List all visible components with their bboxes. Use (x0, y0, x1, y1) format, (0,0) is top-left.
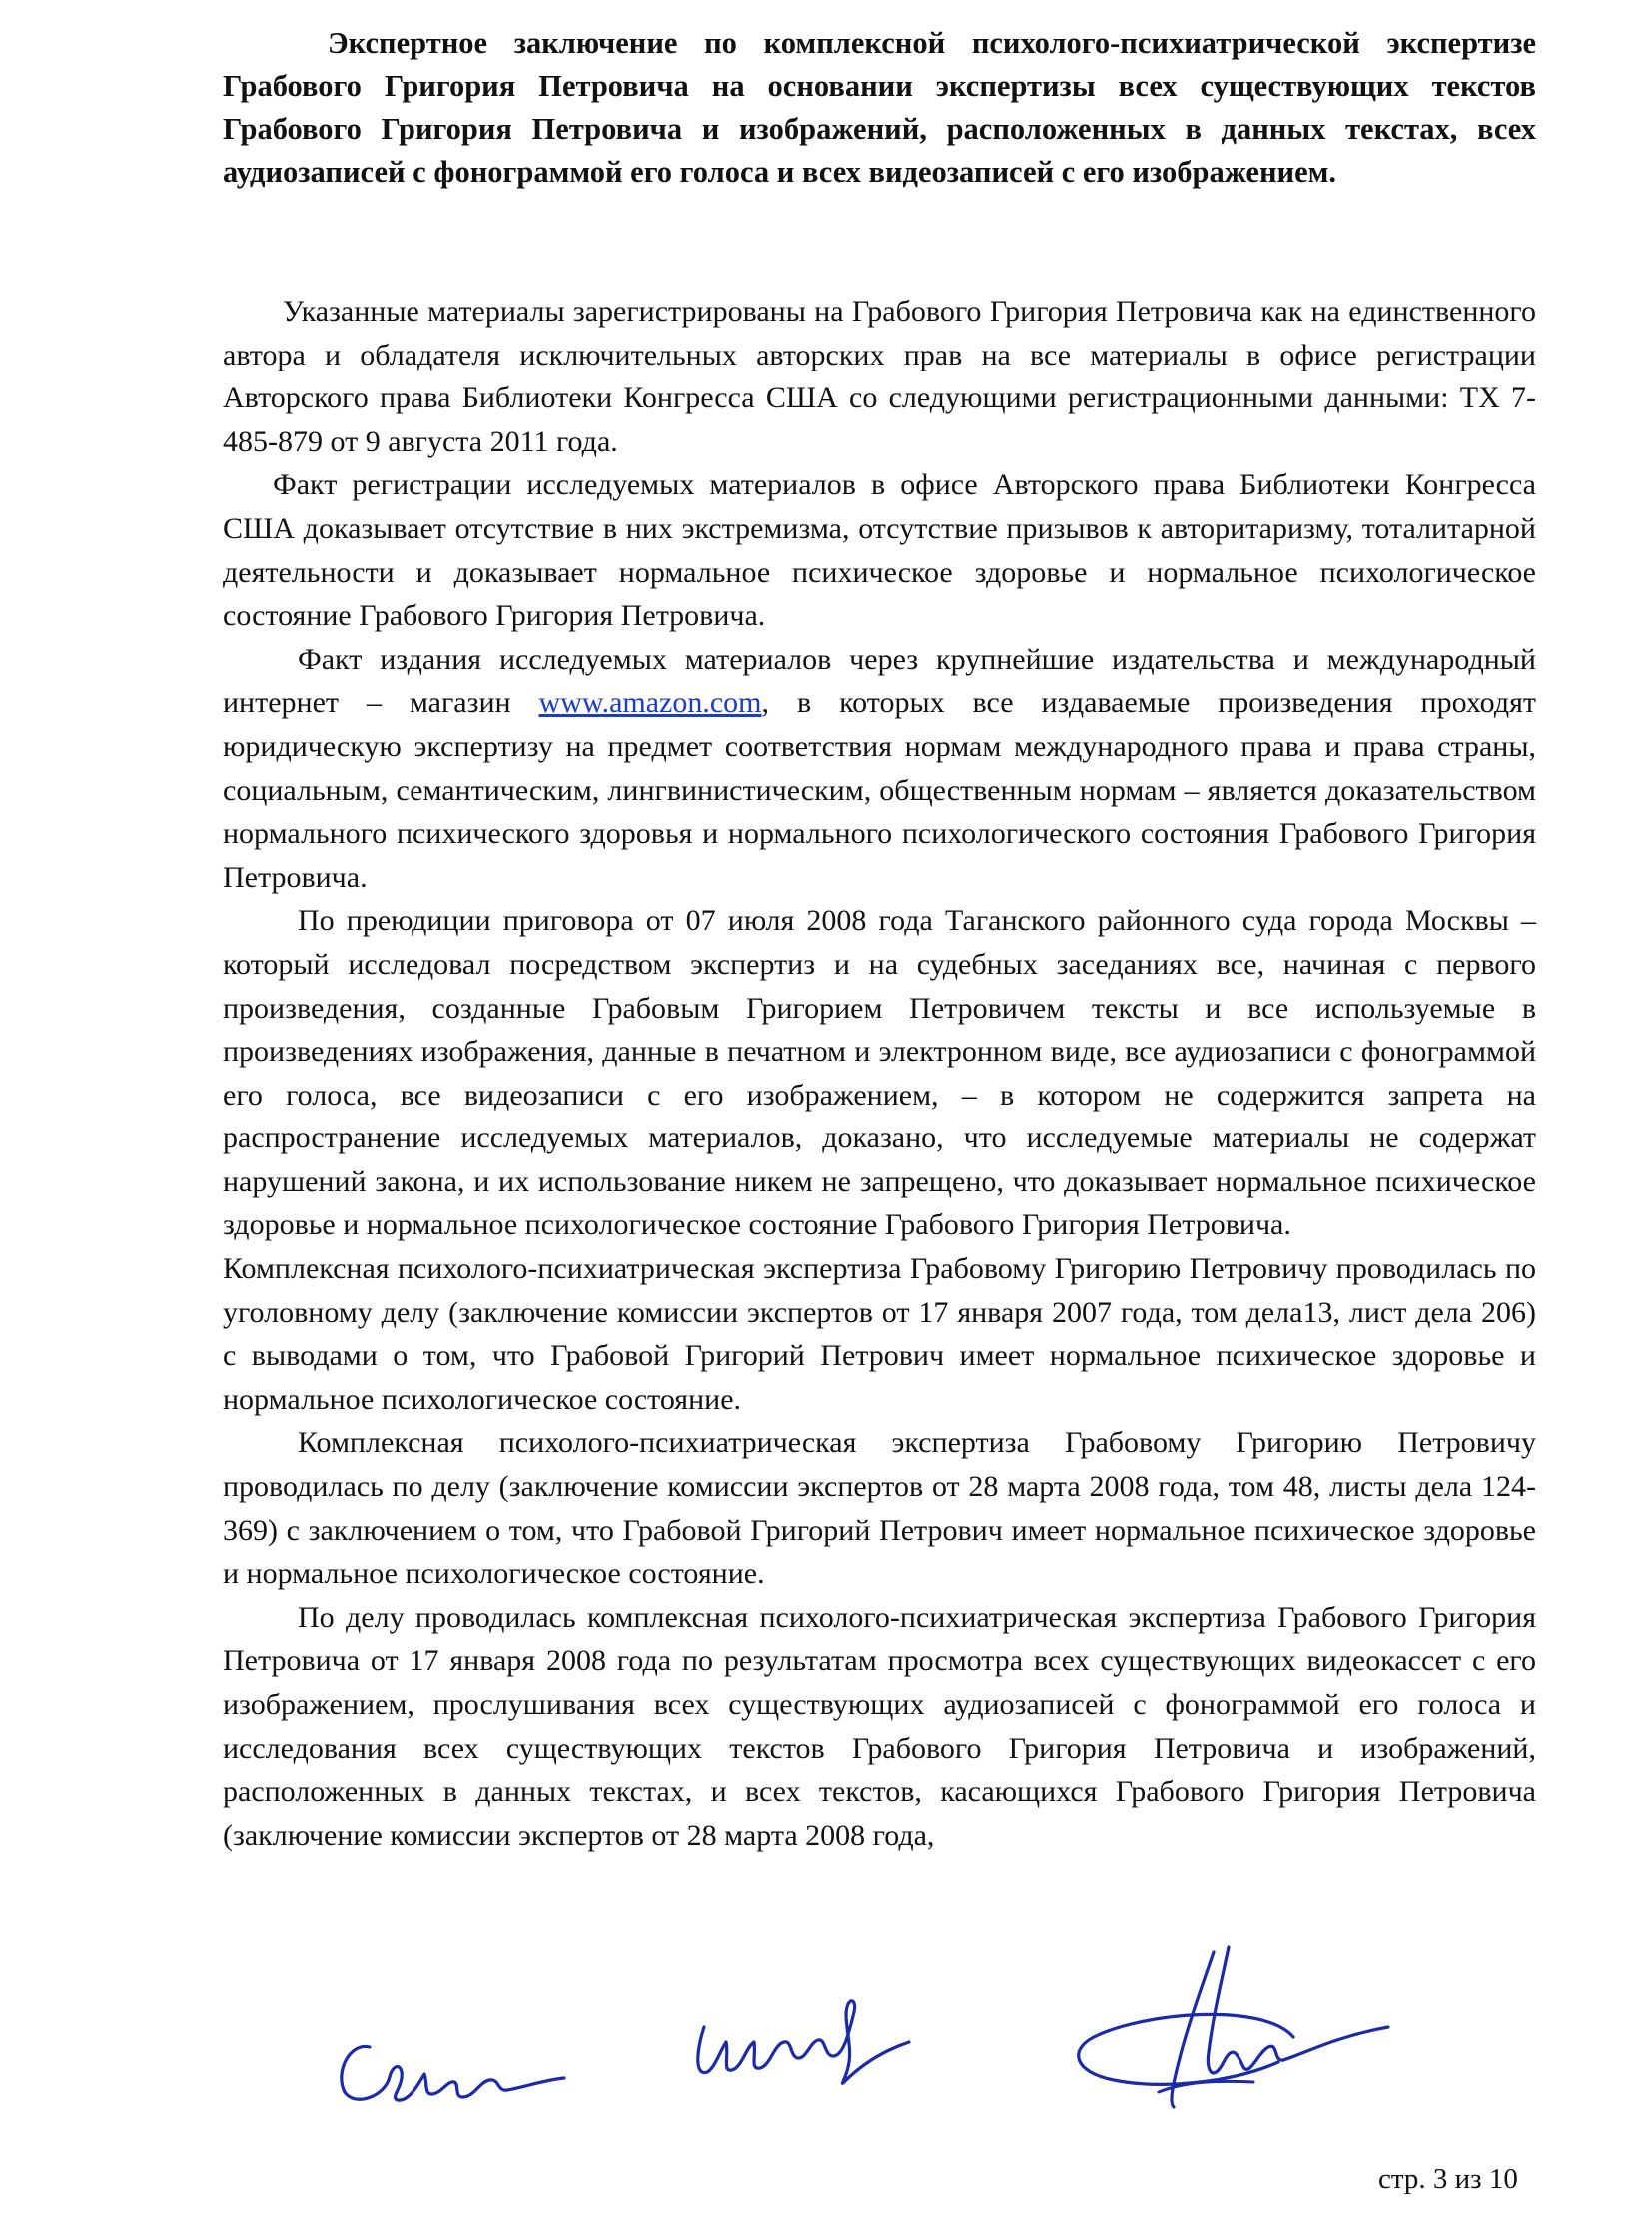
paragraph-expertise-2007: Комплексная психолого-психиатрическая экспертиза Грабовому Григорию Петровичу проводилась по уголовному делу (заключение комиссии экспертов от 17 января 2007 года, том дела13, лист дела 206) с выводами о том, что Грабовой Григорий Петрович имеет нормальное психическое здоровье и нормальное психологическое состояние. (223, 1252, 1536, 1416)
paragraph-publication-text-after: , в которых все издаваемые произведения проходят юридическую экспертизу на предмет соответствия нормам международного права и права страны, социальным, семантическим, лингвинистическим, общественным нормам – является доказательством нормального психического здоровья и нормального психологического состояния Грабового Григория Петровича. (223, 686, 1536, 894)
signatures-area (330, 1942, 1428, 2117)
page-number: стр. 3 из 10 (1378, 2163, 1518, 2195)
amazon-link[interactable]: www.amazon.com (538, 686, 762, 720)
paragraph-registration: Указанные материалы зарегистрированы на Грабового Григория Петровича как на единственного автора и обладателя исключительных авторских прав на все материалы в офисе регистрации Авторского права Библиотеки Конгресса США со следующими регистрационными данными: TX 7-485-879 от 9 августа 2011 года. (223, 295, 1536, 458)
paragraph-expertise-video-audio: По делу проводилась комплексная психолого-психиатрическая экспертиза Грабового Григория Петровича от 17 января 2008 года по результатам просмотра всех существующих видеокассет с его изображением, прослушивания всех существующих аудиозаписей с фонограммой его голоса и исследования всех существующих текстов Грабового Григория Петровича и изображений, расположенных в данных текстах, и всех текстов, касающихся Грабового Григория Петровича (заключение комиссии экспертов от 28 марта 2008 года, (223, 1600, 1536, 1852)
paragraph-expertise-2008: Комплексная психолого-психиатрическая экспертиза Грабовому Григорию Петровичу проводилась по делу (заключение комиссии экспертов от 28 марта 2008 года, том 48, листы дела 124-369) с заключением о том, что Грабовой Григорий Петрович имеет нормальное психическое здоровье и нормальное психологическое состояние. (223, 1426, 1536, 1591)
signature-2 (684, 1972, 914, 2092)
document-title: Экспертное заключение по комплексной психолого-психиатрической экспертизе Грабового Григория Петровича на основании экспертизы всех существующих текстов Грабового Григория Петровича и изображений, расположенных в данных текстах, всех аудиозаписей с фонограммой его голоса и всех видеозаписей с его изображением. (223, 26, 1536, 189)
paragraph-publication-fact (223, 638, 1536, 900)
signature-3 (1064, 1942, 1393, 2117)
paragraph-publication-text-before: Факт издания исследуемых материалов через крупнейшие издательства и международный интернет – магазин (223, 642, 1536, 720)
paragraph-registration-fact: Факт регистрации исследуемых материалов в офисе Авторского права Библиотеки Конгресса США доказывает отсутствие в них экстремизма, отсутствие призывов к авторитаризму, тоталитарной деятельности и доказывает нормальное психическое здоровье и нормальное психологическое состояние Грабового Григория Петровича. (223, 468, 1536, 633)
document-body (223, 290, 1536, 1856)
paragraph-court-verdict: По преюдиции приговора от 07 июля 2008 года Таганского районного суда города Москвы – который исследовал посредством экспертиз и на судебных заседаниях все, начиная с первого произведения, созданные Грабовым Григорием Петровичем тексты и все используемые в произведениях изображения, данные в печатном и электронном виде, все аудиозаписи с фонограммой его голоса, все видеозаписи с его изображением, – в котором не содержится запрета на распространение исследуемых материалов, доказано, что исследуемые материалы не содержат нарушений закона, и их использование никем не запрещено, что доказывает нормальное психическое здоровье и нормальное психологическое состояние Грабового Григория Петровича. (223, 904, 1536, 1242)
signature-1 (330, 2002, 569, 2112)
